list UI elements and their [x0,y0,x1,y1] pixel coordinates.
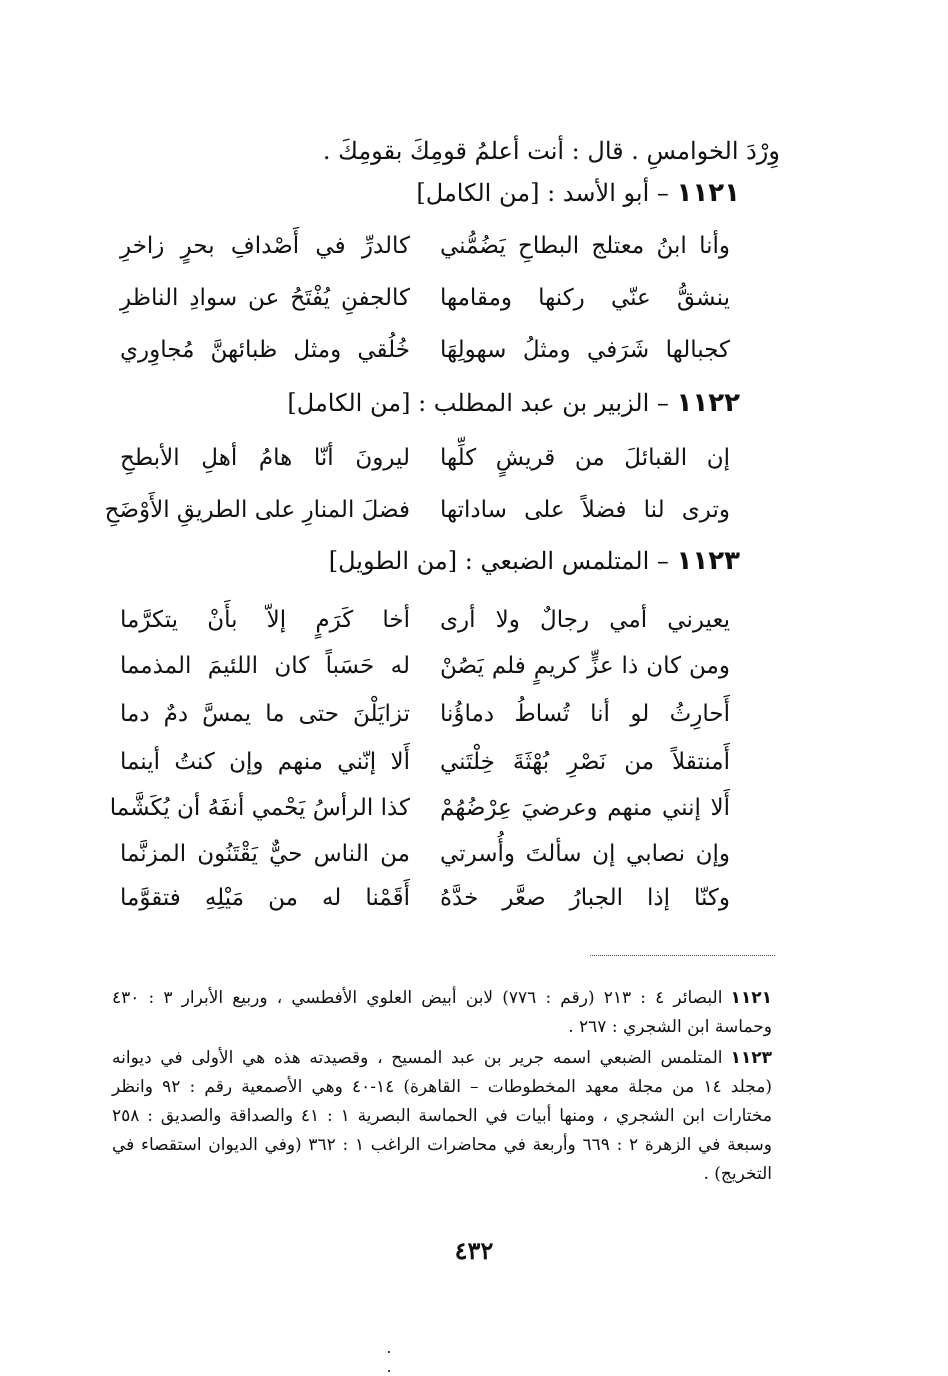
verse-first-hemistich: ومن كان ذا عزٍّ كريمٍ فلم يَصُنْ [440,653,730,679]
poem-attribution: – الزبير بن عبد المطلب : [من الكامل] [287,389,669,417]
poem-heading [120,544,740,578]
footnote-number: ١١٢١ [730,988,772,1008]
footnote [112,984,772,1042]
verse-first-hemistich: أَلا إنني منهم وعرضيَ عِرْضُهُمْ [440,795,730,821]
poem-number: ١١٢٣ [676,546,740,576]
verse-first-hemistich: وأنا ابنُ معتلج البطاحِ يَضُمُّني [440,233,730,259]
verse-line [109,786,740,830]
verse-second-hemistich: أَلا إنّني منهم وإن كنتُ أينما [120,749,410,775]
verse-second-hemistich: ليرونَ أنّا هامُ أهلِ الأبطحِ [120,445,410,471]
footnote-text: البصائر ٤ : ٢١٣ (رقم : ٧٧٦) لابن أبيض العلوي الأفطسي ، وربيع الأبرار ٣ : ٤٣٠ وحماسة ابن الشجري : ٢٦٧ . [112,988,772,1037]
verse-line [120,224,740,268]
verse-second-hemistich: أَقَمْنا له من مَيْلِهِ فتقوَّما [120,885,410,911]
verse-line [120,876,740,920]
verse-second-hemistich: كالجفنِ يُفْتَحُ عن سوادِ الناظرِ [120,285,410,311]
verse-line [120,740,740,784]
verse-line [104,488,740,532]
verse-second-hemistich: كذا الرأسُ يَحْمي أنفَهُ أن يُكَشَّما [109,795,410,821]
verse-second-hemistich: أخا كَرَمٍ إلاّ بأَنْ يتكرَّما [120,607,410,633]
verse-line [120,598,740,642]
verse-second-hemistich: كالدرِّ في أَصْدافِ بحرٍ زاخرِ [120,233,410,259]
verse-first-hemistich: وكنّا إذا الجبارُ صعَّر خدَّهُ [440,885,730,911]
verse-line [120,832,740,876]
verse-line [120,692,740,736]
verse-first-hemistich: ينشقُّ عنّي ركنها ومقامها [440,285,730,311]
verse-first-hemistich: أَحارِثُ لو أنا تُساطُ دماؤُنا [440,701,730,727]
verse-second-hemistich: فضلَ المنارِ على الطريقِ الأَوْضَحِ [104,497,410,523]
footnote-separator [590,955,775,956]
print-speck [388,1338,394,1341]
verse-second-hemistich: له حَسَباً كان اللئيمَ المذمما [120,653,410,679]
poem-number: ١١٢١ [676,178,740,208]
verse-first-hemistich: أَمنتقلاً من نَصْرِ بُهْثَةَ خِلْتَني [440,749,730,775]
poem-attribution: – أبو الأسد : [من الكامل] [416,179,669,207]
poem-heading [120,176,740,210]
intro-line: وِرْدَ الخوامسِ . قال : أنت أعلمُ قومِكَ بقومِكَ . [322,137,780,165]
verse-first-hemistich: يعيرني أمي رجالٌ ولا أرى [440,607,730,633]
footnote [112,1044,772,1189]
poem-number: ١١٢٢ [676,388,740,418]
verse-first-hemistich: وترى لنا فضلاً على ساداتها [440,497,730,523]
page-number: ٤٣٢ [454,1236,494,1265]
verse-first-hemistich: إن القبائلَ من قريشٍ كلِّها [440,445,730,471]
poem-heading [120,386,740,420]
verse-second-hemistich: خُلُقي ومثل ظبائهنَّ مُجاوِري [120,337,410,363]
poem-attribution: – المتلمس الضبعي : [من الطويل] [328,547,669,575]
verse-line [120,276,740,320]
verse-line [120,436,740,480]
footnote-number: ١١٢٣ [730,1048,772,1068]
verse-line [120,644,740,688]
footnote-text: المتلمس الضبعي اسمه جرير بن عبد المسيح ، وقصيدته هذه هي الأولى في ديوانه (مجلد ١٤ من مجلة معهد المخطوطات – القاهرة) ١٤-٤٠ وهي الأصمعية رقم : ٩٢ وانظر مختارات ابن الشجري ، ومنها أبيات في الحماسة البصرية ١ : ٤١ والصداقة والصديق : ٢٥٨ وسبعة في الزهرة ٢ : ٦٦٩ وأربعة في محاضرات الراغب ١ : ٣٦٢ (وفي الديوان استقصاء في التخريج) . [112,1048,772,1184]
verse-first-hemistich: وإن نصابي إن سألتَ وأُسرتي [440,841,730,867]
verse-first-hemistich: كجبالها شَرَفي ومثلُ سهولِهَا [440,337,730,363]
verse-line [120,328,740,372]
verse-second-hemistich: تزايَلْنَ حتى ما يمسَّ دمٌ دما [120,701,410,727]
verse-second-hemistich: من الناس حيٌّ يَقْتَنُون المزنَّما [120,841,410,867]
